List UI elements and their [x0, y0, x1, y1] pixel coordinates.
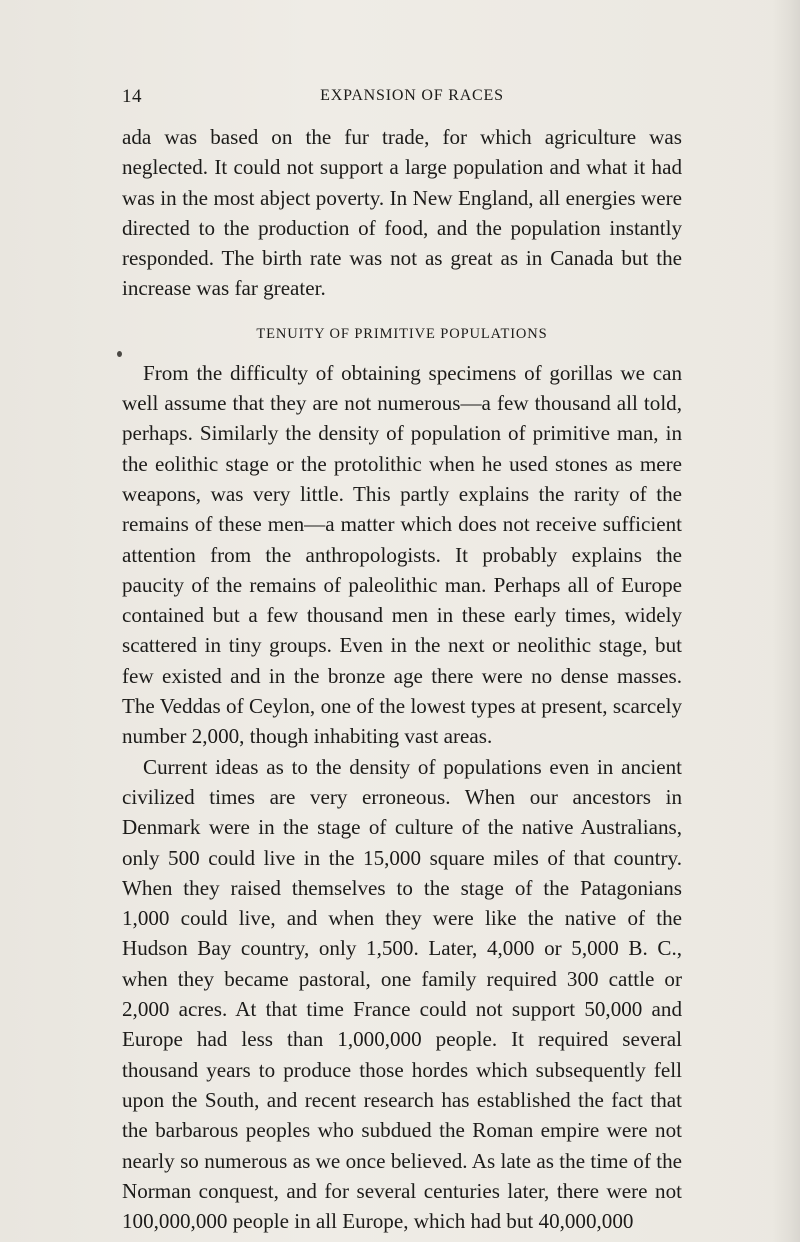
- body-text: [122, 122, 682, 1236]
- paragraph-3: Current ideas as to the density of populations even in ancient civilized times are very erroneous. When our ancestors in Denmark were in the stage of culture of the native Australians, only 500 could live in the 15,000 square miles of that country. When they raised themselves to the stage of the Patagonians 1,000 could live, and when they were like the native of the Hudson Bay country, only 1,500. Later, 4,000 or 5,000 B. C., when they became pastoral, one family required 300 cattle or 2,000 acres. At that time France could not support 50,000 and Europe had less than 1,000,000 people. It required several thousand years to produce those hordes which subsequently fell upon the South, and recent research has established the fact that the barbarous peoples who subdued the Roman empire were not nearly so numerous as we once believed. As late as the time of the Norman conquest, and for several centuries later, there were not 100,000,000 people in all Europe, which had but 40,000,000: [122, 754, 682, 1234]
- page-edge-shadow: [772, 0, 800, 1242]
- page-header: [122, 86, 682, 110]
- paragraph-1: ada was based on the fur trade, for which agriculture was neglected. It could not support a large population and what it had was in the most abject poverty. In New England, all energies were directed to the production of food, and the population instantly responded. The birth rate was not as great as in Canada but the increase was far greater.: [122, 125, 682, 301]
- running-head: EXPANSION OF RACES: [320, 87, 504, 104]
- paragraph-2: From the difficulty of obtaining specimens of gorillas we can well assume that they are not numerous—a few thousand all told, perhaps. Similarly the density of population of primitive man, in the eolithic stage or the protolithic when he used stones as mere weapons, was very little. This partly explains the rarity of the remains of these men—a matter which does not receive sufficient attention from the anthropologists. It probably explains the paucity of the remains of paleolithic man. Perhaps all of Europe contained but a few thousand men in these early times, widely scattered in tiny groups. Even in the next or neolithic stage, but few existed and in the bronze age there were no dense masses. The Veddas of Ceylon, one of the lowest types at present, scarcely number 2,000, though inhabiting vast areas.: [122, 360, 682, 749]
- page-number: 14: [122, 86, 142, 107]
- section-heading: TENUITY OF PRIMITIVE POPULATIONS: [256, 325, 548, 342]
